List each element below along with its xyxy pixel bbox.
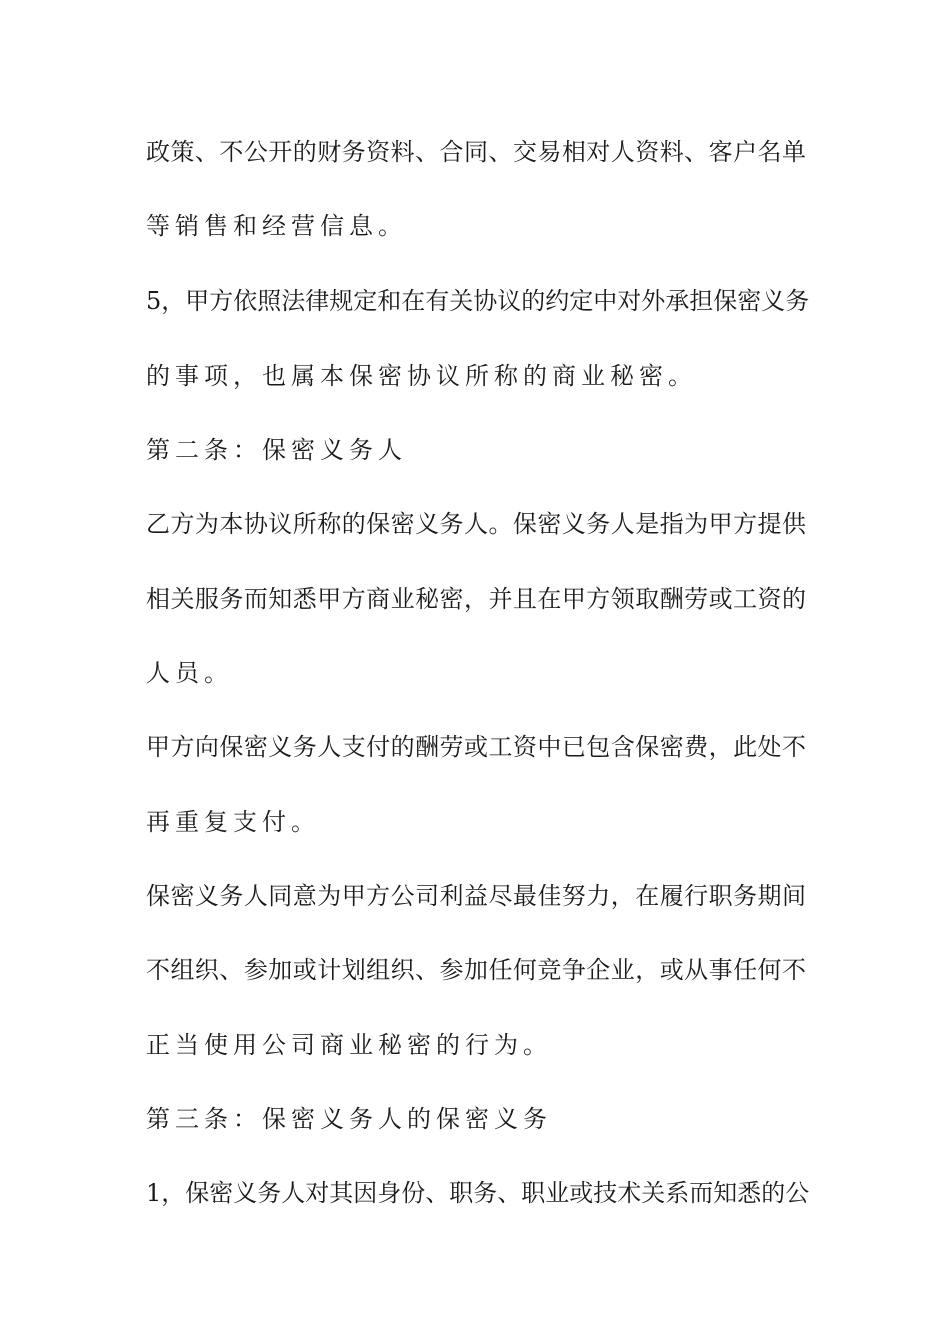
text-line: 正当使用公司商业秘密的行为。	[146, 1031, 552, 1059]
text-line: 再重复支付。	[146, 808, 320, 836]
text-line: 不组织、参加或计划组织、参加任何竞争企业，或从事任何不	[146, 956, 806, 984]
text-line: 1，保密义务人对其因身份、职务、职业或技术关系而知悉的公	[146, 1179, 810, 1207]
section-heading: 第三条：保密义务人的保密义务	[146, 1105, 552, 1133]
text-line: 乙方为本协议所称的保密义务人。保密义务人是指为甲方提供	[146, 510, 806, 538]
text-line: 的事项，也属本保密协议所称的商业秘密。	[146, 362, 697, 390]
text-line: 5，甲方依照法律规定和在有关协议的约定中对外承担保密义务	[146, 287, 810, 315]
text-line: 相关服务而知悉甲方商业秘密，并且在甲方领取酬劳或工资的	[146, 585, 806, 613]
text-line: 等销售和经营信息。	[146, 212, 407, 240]
text-line: 人员。	[146, 659, 233, 687]
section-heading: 第二条：保密义务人	[146, 436, 407, 464]
text-line: 甲方向保密义务人支付的酬劳或工资中已包含保密费，此处不	[146, 733, 806, 761]
text-line: 保密义务人同意为甲方公司利益尽最佳努力，在履行职务期间	[146, 882, 806, 910]
text-line: 政策、不公开的财务资料、合同、交易相对人资料、客户名单	[146, 138, 806, 166]
